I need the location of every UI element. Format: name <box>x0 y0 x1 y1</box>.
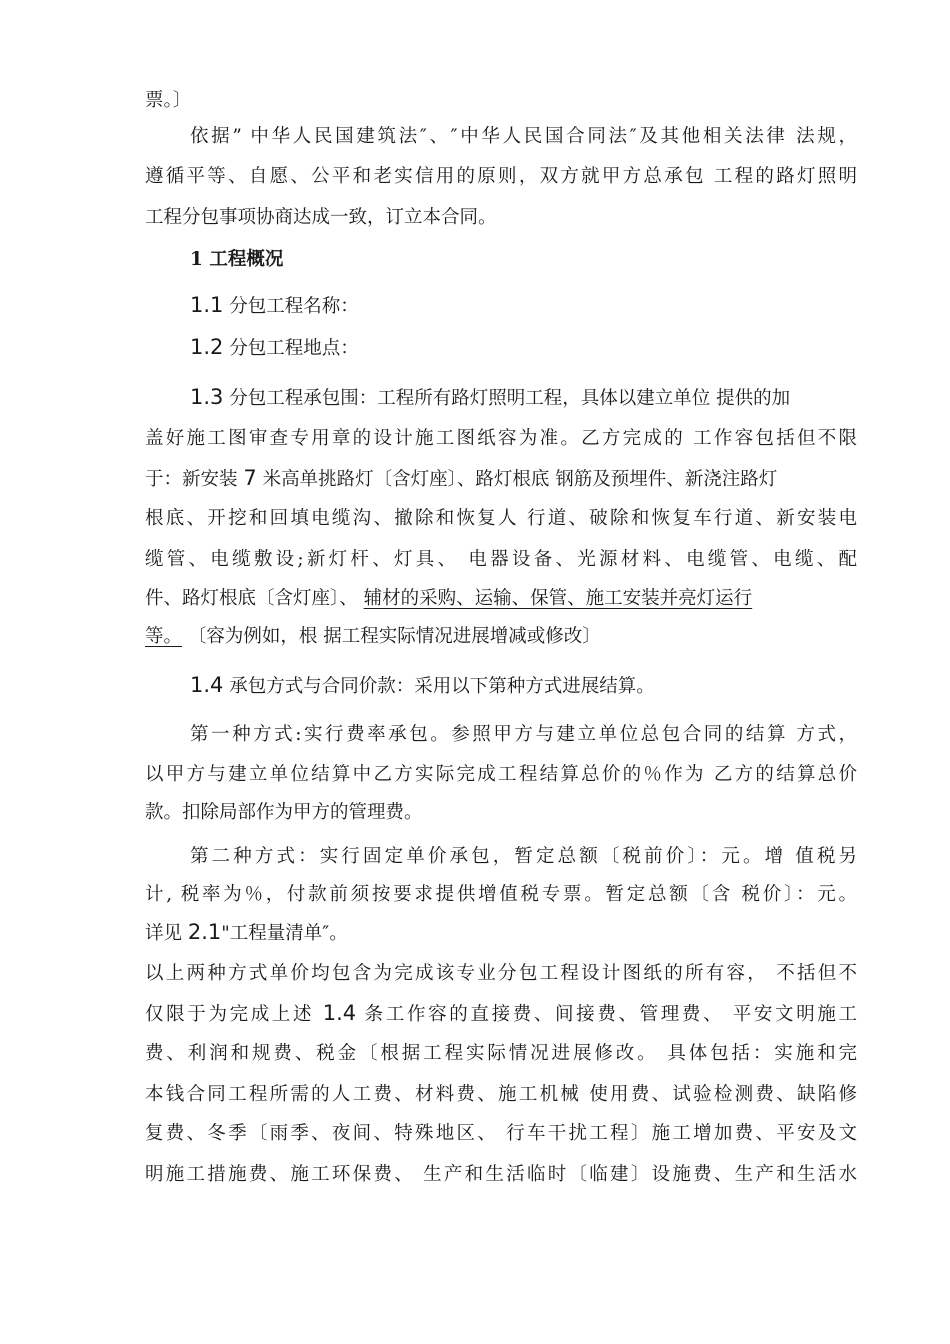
text-line: 本钱合同工程所需的人工费、材料费、施工机械 使用费、试验检测费、缺陷修 <box>145 1084 857 1105</box>
text-span: "工程量清单″。 <box>221 923 348 944</box>
clause-text: 承包方式与合同价款：采用以下第种方式进展结算。 <box>223 676 655 697</box>
text-line: 费、利润和规费、税金〔根据工程实际情况进展修改。 具体包括：实施和完 <box>145 1043 857 1064</box>
clause-number: 1.4 <box>190 673 224 697</box>
text-span: 于：新安装 <box>145 469 244 490</box>
text-line: 盖好施工图审查专用章的设计施工图纸容为准。乙方完成的 工作容包括但不限 <box>145 428 857 449</box>
text-line: 以上两种方式单价均包含为完成该专业分包工程设计图纸的所有容， 不括但不 <box>145 963 857 984</box>
text-line: 根底、开挖和回填电缆沟、撤除和恢复人 行道、破除和恢复车行道、新安装电 <box>145 508 857 529</box>
clause-number: 1.2 <box>190 335 224 359</box>
underlined-text: 辅材的采购、运输、保管、施工安装并亮灯运行 <box>363 588 753 609</box>
clause-text: 分包工程承包围：工程所有路灯照明工程，具体以建立单位 提供的加 <box>223 388 791 409</box>
clause-text: 分包工程名称： <box>223 296 359 317</box>
text-line: 依据” 中华人民国建筑法″、″中华人民国合同法″及其他相关法律 法规， <box>190 126 857 147</box>
clause-number: 1.3 <box>190 385 224 409</box>
text-line: 以甲方与建立单位结算中乙方实际完成工程结算总价的％作为 乙方的结算总价 <box>145 764 857 785</box>
text-line <box>145 465 857 493</box>
clause-1-1 <box>190 292 857 320</box>
text-span: 〔容为例如，根 据工程实际情况进展增减或修改〕 <box>182 626 601 647</box>
clause-number: 1.1 <box>190 293 224 317</box>
text-line: 工程分包事项协商达成一致，订立本合同。 <box>145 207 497 228</box>
text-span: 详见 <box>145 923 188 944</box>
text-span: 米高单挑路灯〔含灯座〕、路灯根底 钢筋及预埋件、新浇注路灯 <box>256 469 778 490</box>
text-line: 第二种方式：实行固定单价承包，暂定总额〔税前价〕：元。增 值税另 <box>190 846 857 867</box>
number-span: 2.1 <box>187 920 222 944</box>
clause-1-4 <box>190 672 857 700</box>
text-line <box>145 586 857 612</box>
clause-text: 分包工程地点： <box>223 338 359 359</box>
text-span: 条工作容的直接费、间接费、管理费、 平安文明施工 <box>356 1004 857 1025</box>
text-line: 缆管、电缆敷设;新灯杆、灯具、 电器设备、光源材料、电缆管、电缆、配 <box>145 549 857 570</box>
number-span: 1.4 <box>322 1001 357 1025</box>
section-heading: 1 工程概况 <box>190 249 284 270</box>
text-line: 明施工措施费、施工环保费、 生产和生活临时〔临建〕设施费、生产和生活水 <box>145 1164 857 1185</box>
number-span: 7 <box>243 466 257 490</box>
text-line: 第一种方式:实行费率承包。参照甲方与建立单位总包合同的结算 方式， <box>190 724 857 745</box>
underlined-text: 等。 <box>145 626 183 647</box>
text-span: 件、路灯根底〔含灯座〕、 <box>145 588 364 609</box>
text-line: 计, 税率为％，付款前须按要求提供增值税专票。暂定总额〔含 税价〕：元。 <box>145 884 857 905</box>
text-line: 票。〕 <box>145 90 192 111</box>
clause-1-2 <box>190 334 857 362</box>
text-line: 遵循平等、自愿、公平和老实信用的原则，双方就甲方总承包 工程的路灯照明 <box>145 166 857 187</box>
clause-1-3 <box>190 384 857 412</box>
text-span: 仅限于为完成上述 <box>145 1004 323 1025</box>
text-line <box>145 1000 857 1028</box>
text-line <box>145 919 857 947</box>
text-line: 款。扣除局部作为甲方的管理费。 <box>145 802 423 823</box>
text-line <box>145 624 857 650</box>
text-line: 复费、冬季〔雨季、夜间、特殊地区、 行车干扰工程〕施工增加费、平安及文 <box>145 1123 857 1144</box>
